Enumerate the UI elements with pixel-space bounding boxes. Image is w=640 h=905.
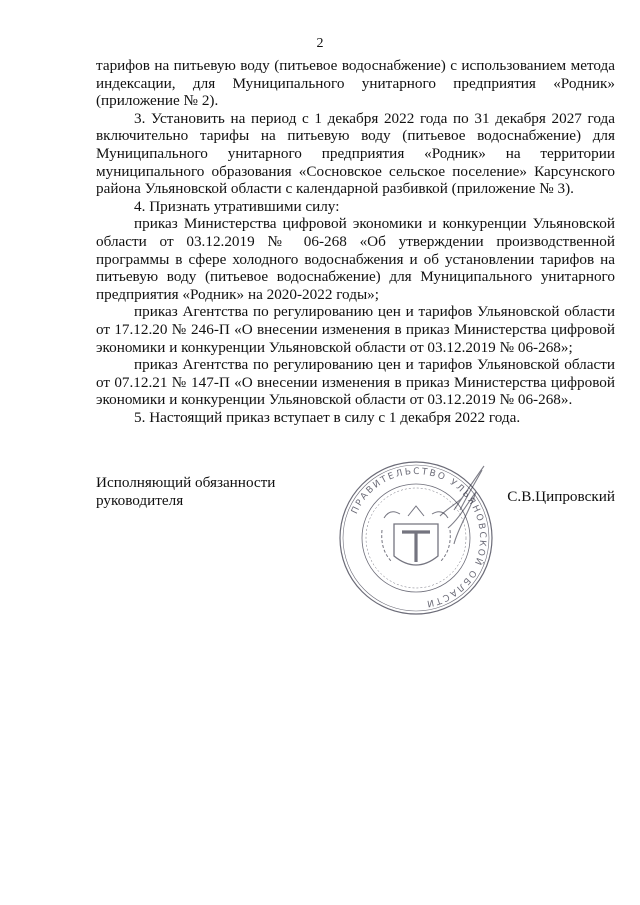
signatory-position (96, 474, 275, 509)
signatory-position-line-1: Исполняющий обязанности (96, 474, 276, 491)
signatory-position-line-2: руководителя (96, 491, 184, 509)
signatory-name: С.В.Ципровский (507, 488, 615, 505)
document-body (96, 57, 615, 426)
official-seal-stamp (336, 458, 496, 618)
paragraph-item-3: 3. Установить на период с 1 декабря 2022 года по 31 декабря 2027 года включительно тарифы на питьевую воду (питьевое водоснабжение) для Муниципального унитарного предприятия «Родник» на территории муниципального образования «Сосновское сельское поселение» Карсунского района Ульяновской области с календарной разбивкой (приложение № 3). (96, 109, 615, 198)
page-number: 2 (316, 36, 324, 51)
svg-text:ПРАВИТЕЛЬСТВО УЛЬЯНОВСКОЙ ОБЛА: ПРАВИТЕЛЬСТВО УЛЬЯНОВСКОЙ ОБЛАСТИ (350, 466, 488, 609)
paragraph-repeal-order-2: приказ Агентства по регулированию цен и тарифов Ульяновской области от 17.12.20 № 246-П «О внесении изменения в приказ Министерства цифровой экономики и конкуренции Ульяновской области от 03.12.2019 № 06-268»; (96, 303, 615, 356)
paragraph-repeal-order-3: приказ Агентства по регулированию цен и тарифов Ульяновской области от 07.12.21 № 147-П «О внесении изменения в приказ Министерства цифровой экономики и конкуренции Ульяновской области от 03.12.2019 № 06-268». (96, 356, 615, 409)
paragraph-continuation: тарифов на питьевую воду (питьевое водоснабжение) с использованием метода индексации, для Муниципального унитарного предприятия «Родник» (приложение № 2). (96, 57, 615, 110)
paragraph-item-5: 5. Настоящий приказ вступает в силу с 1 декабря 2022 года. (134, 408, 521, 426)
paragraph-repeal-order-1: приказ Министерства цифровой экономики и конкуренции Ульяновской области от 03.12.2019 № 06-268 «Об утверждении производственной программы в сфере холодного водоснабжения и об установлении тарифов на питьевую воду (питьевое водоснабжение) для Муниципального унитарного предприятия «Родник» на 2020-2022 годы»; (96, 215, 615, 303)
paragraph-item-4: 4. Признать утратившими силу: (134, 197, 340, 215)
